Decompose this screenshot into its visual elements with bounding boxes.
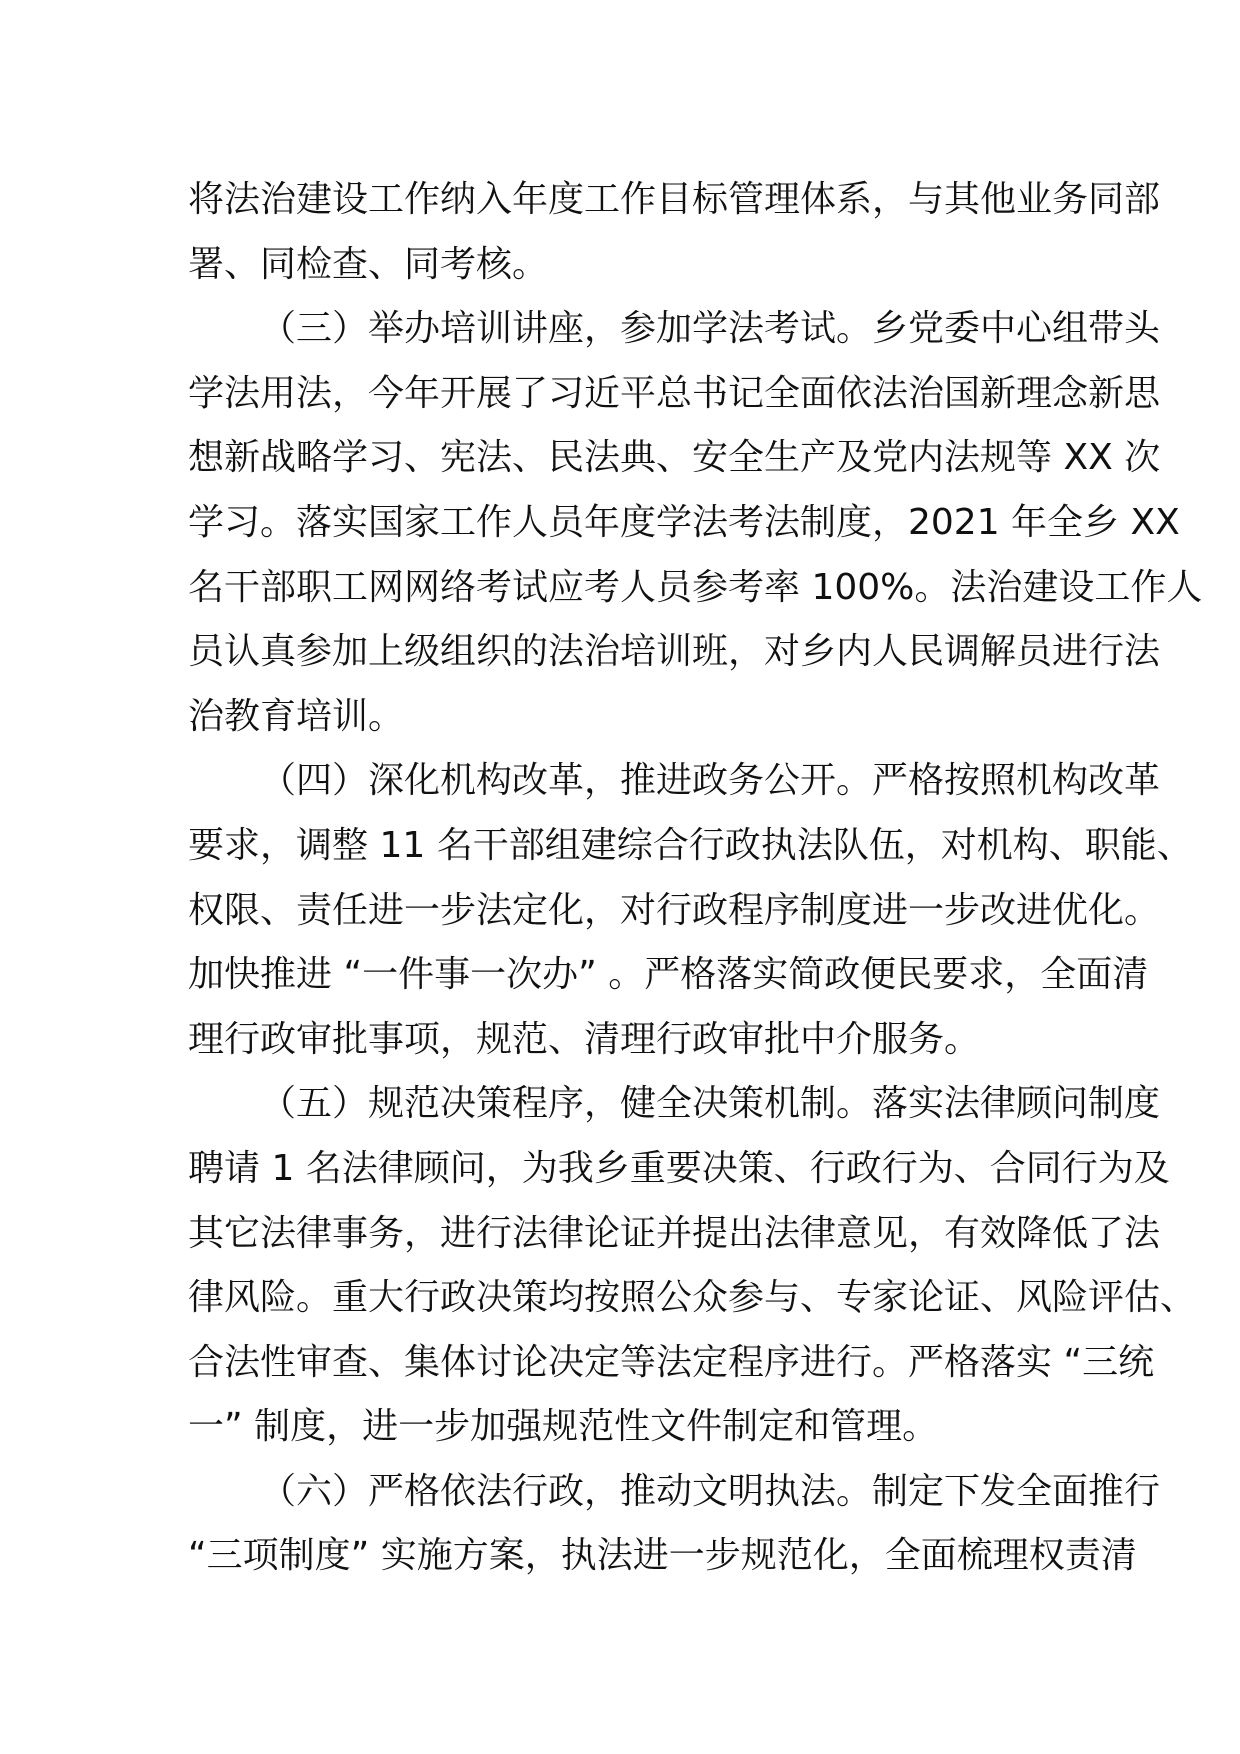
- text-line: 律风险。重大行政决策均按照公众参与、专家论证、风险评估、: [188, 1277, 1197, 1319]
- section-heading-line: （六）严格依法行政，推动文明执法。制定下发全面推行: [260, 1470, 1161, 1512]
- section-heading-line: （三）举办培训讲座，参加学法考试。乡党委中心组带头: [260, 308, 1161, 350]
- text-line: 权限、责任进一步法定化，对行政程序制度进一步改进优化。: [188, 889, 1161, 931]
- text-line: 署、同检查、同考核。: [188, 243, 549, 285]
- text-line: 要求，调整 11 名干部组建综合行政执法队伍，对机构、职能、: [188, 824, 1193, 866]
- text-line: 将法治建设工作纳入年度工作目标管理体系，与其他业务同部: [188, 179, 1161, 220]
- text-line: 一” 制度，进一步加强规范性文件制定和管理。: [188, 1406, 939, 1448]
- text-line: 学习。落实国家工作人员年度学法考法制度，2021 年全乡 XX: [188, 501, 1180, 543]
- text-line: 想新战略学习、宪法、民法典、安全生产及党内法规等 XX 次: [188, 437, 1161, 479]
- section-heading-line: （四）深化机构改革，推进政务公开。严格按照机构改革: [260, 760, 1161, 802]
- text-line: 名干部职工网网络考试应考人员参考率 100%。法治建设工作人: [188, 566, 1203, 608]
- text-line: 员认真参加上级组织的法治培训班，对乡内人民调解员进行法: [188, 631, 1161, 673]
- text-line: 合法性审查、集体讨论决定等法定程序进行。严格落实 “三统: [188, 1341, 1155, 1383]
- text-line: 治教育培训。: [188, 695, 405, 737]
- text-line: 加快推进 “一件事一次办” 。严格落实简政便民要求，全面清: [188, 954, 1149, 996]
- text-line: 理行政审批事项，规范、清理行政审批中介服务。: [188, 1018, 981, 1060]
- text-line: 其它法律事务，进行法律论证并提出法律意见，有效降低了法: [188, 1212, 1161, 1254]
- text-line: 学法用法，今年开展了习近平总书记全面依法治国新理念新思: [188, 372, 1161, 414]
- text-line: 聘请 1 名法律顾问，为我乡重要决策、行政行为、合同行为及: [188, 1147, 1170, 1189]
- body-text: [188, 168, 1203, 1589]
- section-heading-line: （五）规范决策程序，健全决策机制。落实法律顾问制度: [260, 1083, 1161, 1125]
- text-line: “三项制度” 实施方案，执法进一步规范化，全面梳理权责清: [188, 1535, 1137, 1577]
